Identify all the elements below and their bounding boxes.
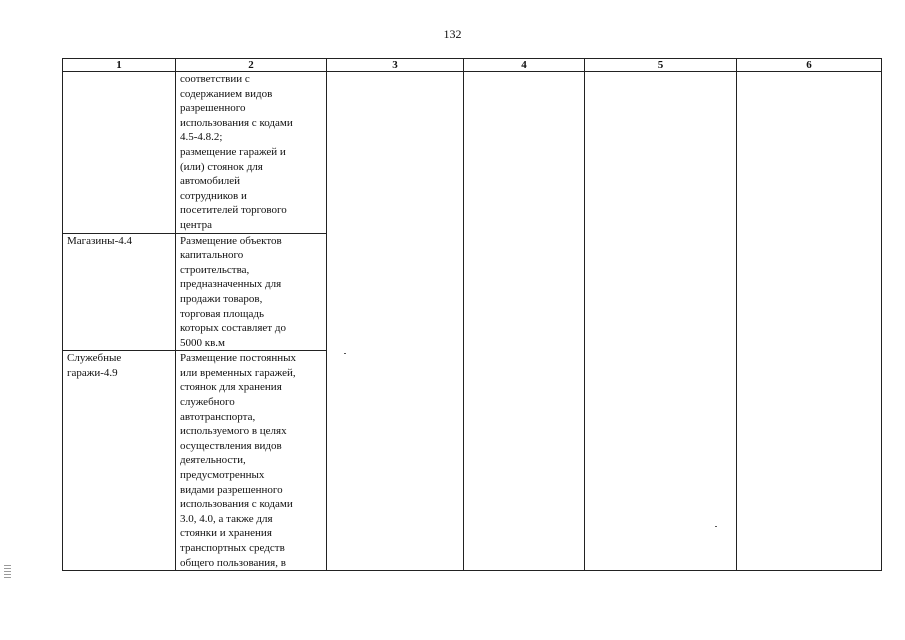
column-5-cell [585,72,737,571]
column-6-cell [737,72,882,571]
column-4-cell [464,72,585,571]
column-header-2: 2 [176,59,327,72]
use-description-cell: Размещение постоянных или временных гаражей, стоянок для хранения служебного автотранспорта, используемого в целях осуществления видов деятельности, предусмотренных видами разрешенного использования с кодами 3.0, 4.0, а также для стоянки и хранения транспортных средств общего пользования, в [176,351,327,571]
column-3-cell [327,72,464,571]
use-description-cell: соответствии с содержанием видов разрешенного использования с кодами 4.5-4.8.2; размещение гаражей и (или) стоянок для автомобилей сотрудников и посетителей торгового центра [176,72,327,234]
use-type-cell: Служебные гаражи-4.9 [63,351,176,571]
use-type-cell: Магазины-4.4 [63,233,176,351]
scan-speck [715,526,717,527]
column-header-4: 4 [464,59,585,72]
column-header-3: 3 [327,59,464,72]
use-type-cell [63,72,176,234]
scan-margin-mark [4,565,11,579]
table-row [63,72,882,234]
scan-speck [344,353,346,354]
page-number: 132 [443,27,462,41]
column-header-1: 1 [63,59,176,72]
column-header-6: 6 [737,59,882,72]
regulation-table [62,58,882,571]
column-header-5: 5 [585,59,737,72]
table-header-row [63,59,882,72]
use-description-cell: Размещение объектов капитального строительства, предназначенных для продажи товаров, торговая площадь которых составляет до 5000 кв.м [176,233,327,351]
